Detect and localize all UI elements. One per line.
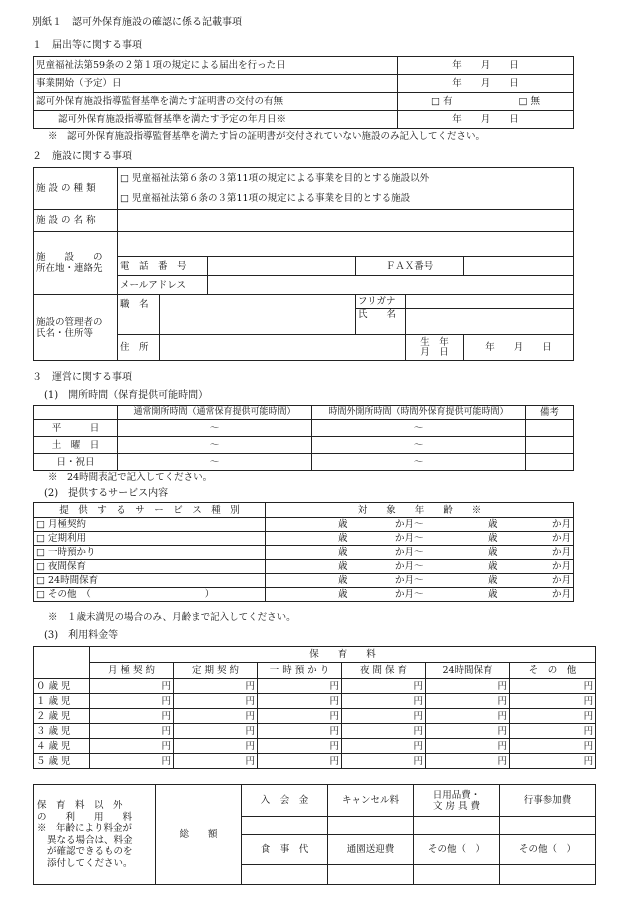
fee-amount-field[interactable]: 円 (90, 724, 174, 739)
fee-amount-field[interactable]: 円 (90, 754, 174, 769)
fee-row (34, 694, 596, 709)
fee-col-header: 一 時 預 か り (258, 663, 342, 679)
manager-label-line2: 氏名・住所等 (36, 327, 94, 339)
facility-address-label (34, 232, 118, 295)
fee-amount-field[interactable]: 円 (90, 709, 174, 724)
facility-address-field[interactable] (118, 232, 574, 257)
facility-address-label-line1: 施 設 の (36, 252, 103, 263)
fee-amount-field[interactable]: 円 (426, 724, 510, 739)
service-type-checkbox[interactable]: □ 月極契約 (34, 518, 266, 532)
manager-label (34, 295, 118, 361)
age-from-months[interactable]: か月～ (350, 518, 426, 532)
fee-amount-field[interactable]: 円 (342, 724, 426, 739)
fee-corner (34, 647, 90, 679)
hours-heading: (1) 開所時間（保育提供可能時間） (44, 390, 209, 401)
fee-amount-field[interactable]: 円 (258, 754, 342, 769)
age-from-years[interactable]: 歳 (266, 588, 350, 602)
manager-address-label: 住 所 (118, 335, 160, 361)
hours-overtime-field[interactable]: ～ (312, 420, 526, 437)
fee-amount-field[interactable]: 円 (258, 724, 342, 739)
fee-col-header: 定 期 契 約 (174, 663, 258, 679)
fee-row-label: ５ 歳 児 (34, 754, 90, 769)
fee-row (34, 679, 596, 694)
service-type-checkbox[interactable]: □ 一時預かり (34, 546, 266, 560)
cancel-fee-field[interactable] (328, 817, 414, 835)
fee-col-header: 24時間保育 (426, 663, 510, 679)
fee-amount-field[interactable]: 円 (90, 679, 174, 694)
fee-amount-field[interactable]: 円 (510, 709, 596, 724)
service-row (34, 546, 574, 560)
fee-table (33, 646, 596, 769)
fee-col-header: そ の 他 (510, 663, 596, 679)
service-row (34, 518, 574, 532)
fee-row (34, 724, 596, 739)
age-to-years[interactable]: 歳 (426, 546, 500, 560)
age-to-years[interactable]: 歳 (426, 574, 500, 588)
other-fees-label-line: の 利 用 料 (37, 811, 133, 823)
hours-row-label: 平 日 (34, 420, 118, 437)
service-note: ※ １歳未満児の場合のみ、月齢まで記入してください。 (48, 612, 296, 623)
fee-amount-field[interactable]: 円 (426, 694, 510, 709)
email-field[interactable] (208, 276, 574, 295)
service-row (34, 532, 574, 546)
fee-amount-field[interactable]: 円 (342, 754, 426, 769)
facility-type-label: 施 設 の 種 類 (34, 168, 118, 210)
certificate-yes-checkbox[interactable]: □ 有 (398, 93, 486, 111)
fee-amount-field[interactable]: 円 (174, 739, 258, 754)
other-fees-table (33, 784, 596, 885)
event-fee-label: 行事参加費 (500, 785, 596, 817)
facility-table (33, 167, 574, 361)
service-type-checkbox[interactable]: □ 定期利用 (34, 532, 266, 546)
furigana-label: フリガナ (356, 295, 406, 309)
fee-row-label: ２ 歳 児 (34, 709, 90, 724)
fee-amount-field[interactable]: 円 (174, 754, 258, 769)
fee-amount-field[interactable]: 円 (510, 679, 596, 694)
service-table (33, 502, 574, 602)
service-type-checkbox[interactable]: □ 24時間保育 (34, 574, 266, 588)
fee-amount-field[interactable]: 円 (174, 724, 258, 739)
age-to-years[interactable]: 歳 (426, 532, 500, 546)
hours-col-overtime: 時間外開所時間（時間外保育提供可能時間） (312, 406, 526, 420)
manager-label-line1: 施設の管理者の (36, 316, 103, 328)
supplies-fee-field[interactable] (414, 817, 500, 835)
furigana-field[interactable] (406, 295, 574, 309)
manager-name-field[interactable] (406, 309, 574, 335)
age-from-years[interactable]: 歳 (266, 546, 350, 560)
fee-amount-field[interactable]: 円 (258, 679, 342, 694)
fee-amount-field[interactable]: 円 (90, 739, 174, 754)
birthdate-label (406, 335, 464, 361)
planned-date-label: 認可外保育施設指導監督基準を満たす予定の年月日※ (34, 111, 398, 129)
age-to-months[interactable]: か月 (500, 518, 574, 532)
age-from-years[interactable]: 歳 (266, 532, 350, 546)
fee-amount-field[interactable]: 円 (342, 694, 426, 709)
fee-row (34, 739, 596, 754)
other-fee-1-label: その他（ ） (414, 835, 500, 865)
fee-amount-field[interactable]: 円 (510, 694, 596, 709)
fee-row-label: ４ 歳 児 (34, 739, 90, 754)
fax-field[interactable] (464, 257, 574, 276)
service-heading: (2) 提供するサービス内容 (44, 488, 169, 499)
fee-amount-field[interactable]: 円 (510, 724, 596, 739)
other-fee-1-field[interactable] (414, 865, 500, 885)
fee-amount-field[interactable]: 円 (342, 679, 426, 694)
age-to-years[interactable]: 歳 (426, 518, 500, 532)
age-from-months[interactable]: か月～ (350, 574, 426, 588)
age-to-years[interactable]: 歳 (426, 560, 500, 574)
hours-row-label: 日・祝日 (34, 454, 118, 471)
hours-table (33, 405, 574, 471)
service-age-header: 対 象 年 齢 ※ (266, 503, 574, 518)
job-title-field[interactable] (160, 295, 356, 335)
age-to-months[interactable]: か月 (500, 546, 574, 560)
email-label: メールアドレス (118, 276, 208, 295)
fee-amount-field[interactable]: 円 (510, 739, 596, 754)
other-fee-2-field[interactable] (500, 865, 596, 885)
service-type-header: 提 供 す る サ ー ビ ス 種 別 (34, 503, 266, 518)
job-title-label: 職 名 (118, 295, 160, 335)
other-fees-label-line: 保 育 料 以 外 (37, 800, 123, 811)
age-from-years[interactable]: 歳 (266, 574, 350, 588)
hours-regular-field[interactable]: ～ (118, 420, 312, 437)
supplies-fee-label: 日用品費・ 文 房 具 費 (414, 785, 500, 817)
transport-fee-label: 通園送迎費 (328, 835, 414, 865)
birthdate-field[interactable]: 年 月 日 (464, 335, 574, 361)
hours-note: ※ 24時間表記で記入してください。 (48, 472, 213, 483)
age-from-months[interactable]: か月～ (350, 588, 426, 602)
age-from-years[interactable]: 歳 (266, 518, 350, 532)
manager-address-field[interactable] (160, 335, 406, 361)
service-type-checkbox[interactable]: □ その他 （ ） (34, 588, 266, 602)
age-from-months[interactable]: か月～ (350, 546, 426, 560)
hours-overtime-field[interactable]: ～ (312, 437, 526, 454)
hours-remarks-field[interactable] (526, 420, 574, 437)
notification-date-label: 児童福祉法第59条の２第１項の規定による届出を行った日 (34, 57, 398, 75)
age-to-years[interactable]: 歳 (426, 588, 500, 602)
fee-amount-field[interactable]: 円 (426, 754, 510, 769)
other-fees-label (34, 785, 156, 885)
fee-amount-field[interactable]: 円 (174, 694, 258, 709)
planned-date-field[interactable]: 年 月 日 (398, 111, 574, 129)
hours-remarks-field[interactable] (526, 437, 574, 454)
fee-row (34, 754, 596, 769)
hours-remarks-field[interactable] (526, 454, 574, 471)
hours-corner (34, 406, 118, 420)
enrollment-fee-field[interactable] (242, 817, 328, 835)
start-date-label: 事業開始（予定）日 (34, 75, 398, 93)
fee-amount-field[interactable]: 円 (426, 739, 510, 754)
age-to-months[interactable]: か月 (500, 560, 574, 574)
fee-col-header: 月 極 契 約 (90, 663, 174, 679)
fee-amount-field[interactable]: 円 (258, 709, 342, 724)
form-title: 別紙１ 認可外保育施設の確認に係る記載事項 (32, 17, 242, 28)
age-to-months[interactable]: か月 (500, 532, 574, 546)
fee-amount-field[interactable]: 円 (426, 709, 510, 724)
phone-field[interactable] (208, 257, 356, 276)
fee-group-header: 保 育 料 (90, 647, 596, 663)
service-type-checkbox[interactable]: □ 夜間保育 (34, 560, 266, 574)
transport-fee-field[interactable] (328, 865, 414, 885)
fee-amount-field[interactable]: 円 (342, 739, 426, 754)
fee-amount-field[interactable]: 円 (174, 709, 258, 724)
fee-row-label: ０ 歳 児 (34, 679, 90, 694)
facility-name-label: 施 設 の 名 称 (34, 210, 118, 232)
hours-overtime-field[interactable]: ～ (312, 454, 526, 471)
facility-name-field[interactable] (118, 210, 574, 232)
manager-name-label: 氏 名 (356, 309, 406, 335)
total-label: 総 額 (156, 785, 242, 885)
age-to-months[interactable]: か月 (500, 574, 574, 588)
section3-heading: ３ 運営に関する事項 (32, 372, 132, 383)
fee-row-label: １ 歳 児 (34, 694, 90, 709)
other-fees-label-line: 添付してください。 (47, 857, 133, 869)
other-fees-label-line: が確認できるものを (47, 846, 133, 857)
other-fee-2-label: その他（ ） (500, 835, 596, 865)
facility-type-option-business[interactable]: □ 児童福祉法第６条の３第11項の規定による事業を目的とする施設 (118, 189, 574, 210)
fee-amount-field[interactable]: 円 (258, 694, 342, 709)
facility-address-label-line2: 所在地・連絡先 (36, 263, 103, 274)
hours-regular-field[interactable]: ～ (118, 454, 312, 471)
cancel-fee-label: キャンセル料 (328, 785, 414, 817)
meal-fee-label: 食 事 代 (242, 835, 328, 865)
start-date-field[interactable]: 年 月 日 (398, 75, 574, 93)
event-fee-field[interactable] (500, 817, 596, 835)
hours-regular-field[interactable]: ～ (118, 437, 312, 454)
age-from-months[interactable]: か月～ (350, 560, 426, 574)
facility-type-option-non-business[interactable]: □ 児童福祉法第６条の３第11項の規定による事業を目的とする施設以外 (118, 168, 574, 189)
certificate-no-checkbox[interactable]: □ 無 (486, 93, 574, 111)
other-fees-label-line: 異なる場合は、料金 (47, 834, 133, 846)
hours-col-regular: 通常開所時間（通常保育提供可能時間） (118, 406, 312, 420)
fee-row (34, 709, 596, 724)
other-fees-label-line: ※ 年齢により料金が (37, 823, 133, 834)
fee-amount-field[interactable]: 円 (90, 694, 174, 709)
phone-label: 電 話 番 号 (118, 257, 208, 276)
notification-date-field[interactable]: 年 月 日 (398, 57, 574, 75)
fee-col-header: 夜 間 保 育 (342, 663, 426, 679)
fee-amount-field[interactable]: 円 (342, 709, 426, 724)
service-row (34, 574, 574, 588)
fee-heading: (3) 利用料金等 (44, 630, 119, 641)
age-from-months[interactable]: か月～ (350, 532, 426, 546)
hours-col-remarks: 備考 (526, 406, 574, 420)
enrollment-fee-label: 入 会 金 (242, 785, 328, 817)
section1-heading: １ 届出等に関する事項 (32, 40, 142, 51)
meal-fee-field[interactable] (242, 865, 328, 885)
fee-amount-field[interactable]: 円 (426, 679, 510, 694)
fax-label: ＦＡＸ番号 (356, 257, 464, 276)
hours-row-label: 土 曜 日 (34, 437, 118, 454)
service-row (34, 588, 574, 602)
fee-amount-field[interactable]: 円 (174, 679, 258, 694)
fee-amount-field[interactable]: 円 (510, 754, 596, 769)
notification-table (33, 56, 574, 129)
fee-amount-field[interactable]: 円 (258, 739, 342, 754)
age-from-years[interactable]: 歳 (266, 560, 350, 574)
certificate-label: 認可外保育施設指導監督基準を満たす証明書の交付の有無 (34, 93, 398, 111)
section2-heading: ２ 施設に関する事項 (32, 151, 132, 162)
section1-note: ※ 認可外保育施設指導監督基準を満たす旨の証明書が交付されていない施設のみ記入してください。 (48, 131, 486, 142)
fee-row-label: ３ 歳 児 (34, 724, 90, 739)
birthdate-label-line2: 月 日 (420, 346, 449, 358)
birthdate-label-line1: 生 年 (420, 336, 449, 348)
age-to-months[interactable]: か月 (500, 588, 574, 602)
service-row (34, 560, 574, 574)
